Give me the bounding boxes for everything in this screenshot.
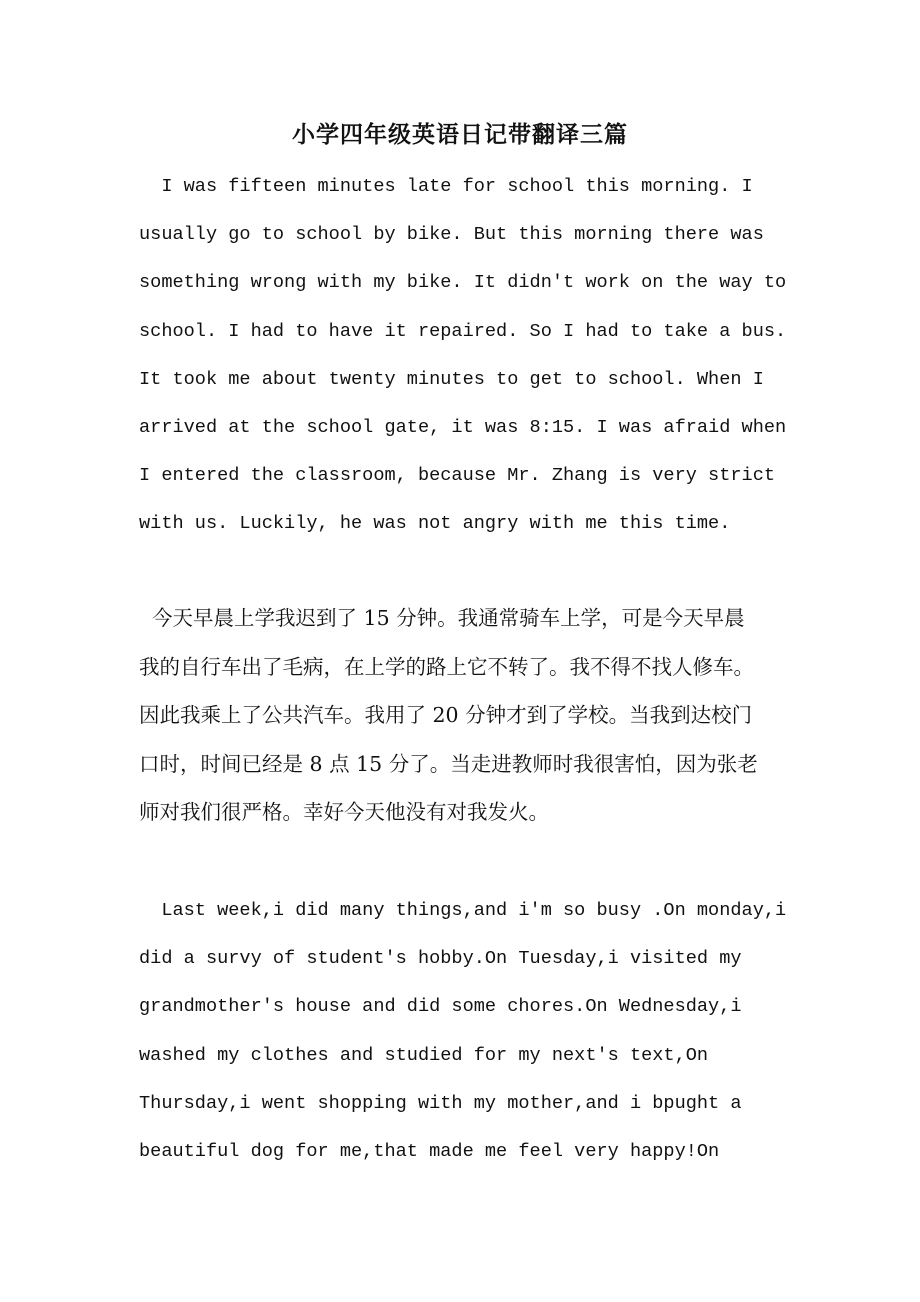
text-line: 今天早晨上学我迟到了 15 分钟。我通常骑车上学，可是今天早晨 [139,606,745,630]
text-line: did a survy of student's hobby.On Tuesday,i visited my [139,948,742,970]
text-line: usually go to school by bike. But this morning there was [139,224,764,246]
text-line: 因此我乘上了公共汽车。我用了 20 分钟才到了学校。当我到达校门 [139,703,753,728]
text-line: Thursday,i went shopping with my mother,and i bpught a [139,1092,742,1114]
text-line: It took me about twenty minutes to get to school. When I [139,368,764,390]
text-line: 我的自行车出了毛病，在上学的路上它不转了。我不得不找人修车。 [139,654,754,679]
document-title: 小学四年级英语日记带翻译三篇 [292,121,628,148]
english-paragraph-2 [139,887,789,1176]
text-line: I entered the classroom, because Mr. Zhang is very strict [139,465,776,487]
chinese-translation-paragraph [139,594,789,837]
text-line: washed my clothes and studied for my next's text,On [139,1044,709,1066]
text-line: 口时，时间已经是 8 点 15 分了。当走进教师时我很害怕，因为张老 [139,751,758,776]
text-line: with us. Luckily, he was not angry with me this time. [139,513,731,535]
text-line: something wrong with my bike. It didn't work on the way to [139,272,787,294]
text-line: school. I had to have it repaired. So I had to take a bus. [139,320,787,342]
text-line: 师对我们很严格。幸好今天他没有对我发火。 [139,800,549,825]
text-line: I was fifteen minutes late for school this morning. I [139,176,753,197]
text-line: grandmother's house and did some chores.On Wednesday,i [139,996,742,1018]
text-line: beautiful dog for me,that made me feel very happy!On [139,1140,720,1162]
text-line: arrived at the school gate, it was 8:15. I was afraid when [139,416,787,438]
english-paragraph-1 [139,163,789,549]
text-line: Last week,i did many things,and i'm so busy .On monday,i [139,900,787,921]
